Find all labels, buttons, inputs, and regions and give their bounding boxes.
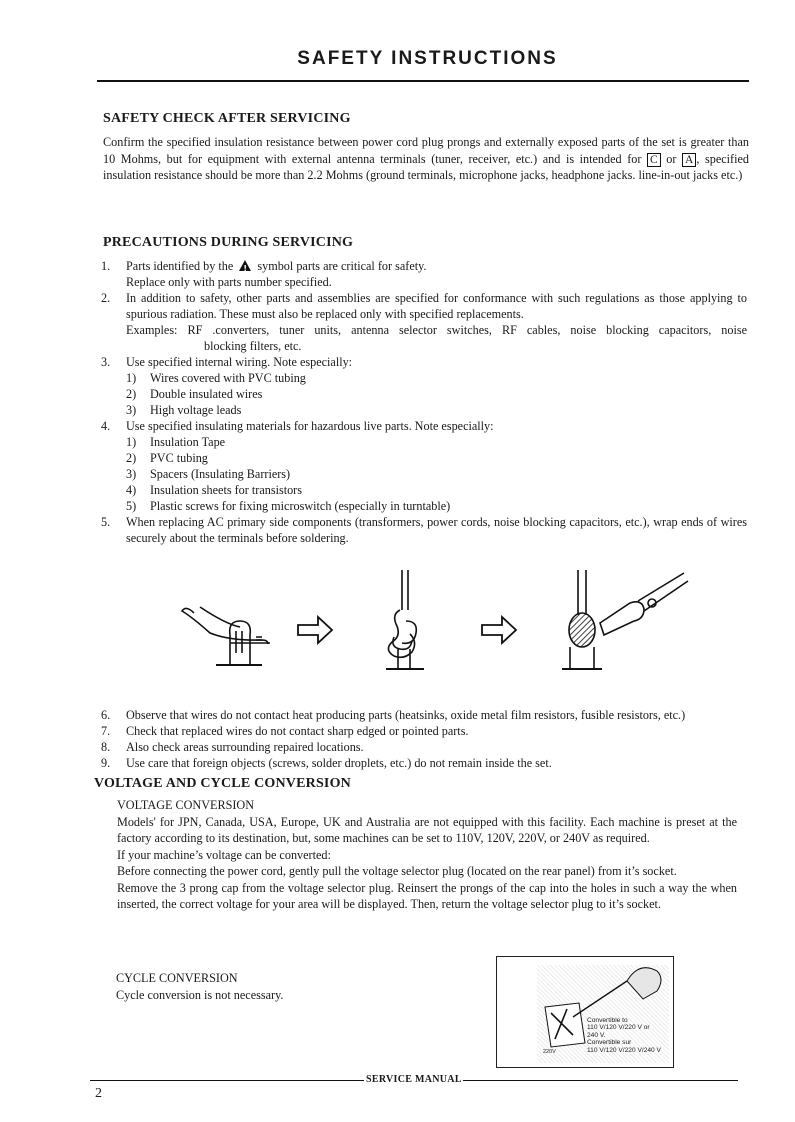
safety-check-text-1: Confirm the specified insulation resistance between power cord plug prongs and externally exposed parts of the set is greater than 10 Mohms, but for equipment with external antenna terminals (tuner, receiver, etc.) and is intended for bbox=[103, 135, 749, 166]
precautions-heading: PRECAUTIONS DURING SERVICING bbox=[103, 235, 354, 250]
item1-text-a: Parts identified by the bbox=[126, 259, 234, 273]
fig-label-4: Convertible sur bbox=[587, 1039, 632, 1047]
sub-list-item bbox=[126, 498, 747, 514]
list-item bbox=[101, 739, 751, 755]
item3-text: Use specified internal wiring. Note especially: bbox=[126, 355, 353, 369]
voltage-paragraph-4: Remove the 3 prong cap from the voltage selector plug. Reinsert the prongs of the cap into the holes in such a way the when inserted, the correct voltage for your area will be displayed. Then, return the voltage selector plug to it’s socket. bbox=[117, 880, 737, 911]
arrow-2-icon bbox=[482, 617, 516, 643]
or-text: or bbox=[666, 151, 677, 166]
safety-check-heading: SAFETY CHECK AFTER SERVICING bbox=[103, 111, 351, 126]
list-item bbox=[101, 723, 751, 739]
item6-text: Observe that wires do not contact heat producing parts (heatsinks, oxide metal film resistors, fusible resistors, etc.) bbox=[126, 708, 686, 722]
sub-number: 1) bbox=[126, 371, 137, 385]
item7-text: Check that replaced wires do not contact sharp edged or pointed parts. bbox=[126, 724, 469, 738]
safety-check-paragraph bbox=[103, 134, 749, 184]
sub-number: 4) bbox=[126, 483, 137, 497]
sub-list-item bbox=[126, 402, 747, 418]
cycle-paragraph: Cycle conversion is not necessary. bbox=[116, 987, 284, 1002]
precautions-list-continued bbox=[101, 707, 751, 771]
fig-small-voltage: 220V bbox=[543, 1049, 556, 1055]
sub-list-item bbox=[126, 434, 747, 450]
item-number: 7. bbox=[101, 724, 111, 738]
item-number: 9. bbox=[101, 756, 111, 770]
item1-text-c: Replace only with parts number specified. bbox=[126, 275, 332, 289]
sub-text: High voltage leads bbox=[150, 403, 242, 417]
voltage-subheading: VOLTAGE CONVERSION bbox=[117, 798, 255, 812]
item8-text: Also check areas surrounding repaired locations. bbox=[126, 740, 364, 754]
sub-list-item bbox=[126, 370, 747, 386]
sub-number: 3) bbox=[126, 403, 137, 417]
item-number: 6. bbox=[101, 708, 111, 722]
sub-text: Insulation Tape bbox=[150, 435, 226, 449]
sub-number: 2) bbox=[126, 451, 137, 465]
voltage-paragraph-2: If your machine’s voltage can be converted: bbox=[117, 847, 331, 862]
item-number: 1. bbox=[101, 259, 111, 273]
voltage-heading: VOLTAGE AND CYCLE CONVERSION bbox=[94, 776, 351, 791]
item-number: 5. bbox=[101, 515, 111, 529]
item-number: 2. bbox=[101, 291, 111, 305]
page-number: 2 bbox=[95, 1086, 102, 1101]
class-c-box: C bbox=[647, 153, 661, 167]
sub-text: Spacers (Insulating Barriers) bbox=[150, 467, 291, 481]
voltage-selector-figure bbox=[496, 956, 674, 1068]
sub-text: Insulation sheets for transistors bbox=[150, 483, 302, 497]
caution-triangle-icon bbox=[239, 260, 251, 271]
item4-text: Use specified insulating materials for hazardous live parts. Note especially: bbox=[126, 419, 494, 433]
list-item bbox=[101, 707, 751, 723]
fig-label-2: 110 V/120 V/220 V or bbox=[587, 1024, 650, 1032]
sub-number: 2) bbox=[126, 387, 137, 401]
page-title: SAFETY INSTRUCTIONS bbox=[297, 48, 558, 69]
sub-list-item bbox=[126, 466, 747, 482]
fig-label-1: Convertible to bbox=[587, 1017, 628, 1024]
item-number: 8. bbox=[101, 740, 111, 754]
sub-number: 3) bbox=[126, 467, 137, 481]
sub-list-item bbox=[126, 450, 747, 466]
arrow-1-icon bbox=[298, 617, 332, 643]
sub-list-item bbox=[126, 386, 747, 402]
class-a-box: A bbox=[682, 153, 696, 167]
sub-number: 1) bbox=[126, 435, 137, 449]
sub-text: Plastic screws for fixing microswitch (especially in turntable) bbox=[150, 499, 451, 513]
cycle-conversion-section bbox=[116, 970, 476, 1003]
item9-text: Use care that foreign objects (screws, solder droplets, etc.) do not remain inside the set. bbox=[126, 756, 552, 770]
wire-wrapping-illustration bbox=[170, 565, 690, 677]
title-rule bbox=[97, 80, 749, 82]
item2-text-a: In addition to safety, other parts and assemblies are specified for conformance with such regulations as those applying to spurious radiation. These must also be replaced only with specified replacements. bbox=[126, 291, 747, 321]
voltage-conversion-section bbox=[117, 797, 737, 913]
sub-number: 5) bbox=[126, 499, 137, 513]
item2-text-c: blocking filters, etc. bbox=[204, 339, 302, 353]
footer-rule-left bbox=[90, 1080, 364, 1081]
fig-label-3: 240 V. bbox=[587, 1031, 606, 1039]
list-item bbox=[101, 258, 747, 290]
list-item bbox=[101, 418, 747, 514]
fig-label-5: 110 V/120 V/220 V/240 V bbox=[587, 1046, 661, 1054]
footer-rule-right bbox=[463, 1080, 738, 1081]
cycle-subheading: CYCLE CONVERSION bbox=[116, 971, 238, 985]
item4-sublist bbox=[126, 434, 747, 514]
sub-text: PVC tubing bbox=[150, 451, 208, 465]
figure-caption bbox=[587, 1017, 661, 1054]
item3-sublist bbox=[126, 370, 747, 418]
sub-text: Wires covered with PVC tubing bbox=[150, 371, 306, 385]
sub-text: Double insulated wires bbox=[150, 387, 263, 401]
terminal-2-drawing bbox=[386, 570, 424, 669]
list-item bbox=[101, 514, 747, 546]
list-item bbox=[101, 755, 751, 771]
footer-label: SERVICE MANUAL bbox=[366, 1074, 462, 1085]
item-number: 3. bbox=[101, 355, 111, 369]
voltage-paragraph-3: Before connecting the power cord, gently pull the voltage selector plug (located on the rear panel) from it’s socket. bbox=[117, 864, 677, 878]
sub-list-item bbox=[126, 482, 747, 498]
terminal-1-drawing bbox=[182, 607, 270, 665]
item1-text-b: symbol parts are critical for safety. bbox=[257, 259, 427, 273]
list-item bbox=[101, 290, 747, 354]
item5-text: When replacing AC primary side components (transformers, power cords, noise blocking capacitors, etc.), wrap ends of wires securely about the terminals before soldering. bbox=[126, 515, 747, 545]
terminal-3-drawing bbox=[562, 570, 688, 669]
safety-check-text-2: , specified insulation resistance should be more than 2.2 Mohms (ground terminals, microphone jacks, headphone jacks. line-in-out jacks etc.) bbox=[103, 151, 749, 182]
item2-text-b: Examples: RF .converters, tuner units, antenna selector switches, RF cables, noise blocking capacitors, noise bbox=[126, 323, 747, 337]
item-number: 4. bbox=[101, 419, 111, 433]
precautions-list bbox=[101, 258, 747, 546]
voltage-paragraph-1: Models' for JPN, Canada, USA, Europe, UK and Australia are not equipped with this facility. Each machine is preset at the factory according to its destination, but, some machines can be set to 110V, 120V, 220V, or 240V as required. bbox=[117, 814, 737, 845]
list-item bbox=[101, 354, 747, 418]
